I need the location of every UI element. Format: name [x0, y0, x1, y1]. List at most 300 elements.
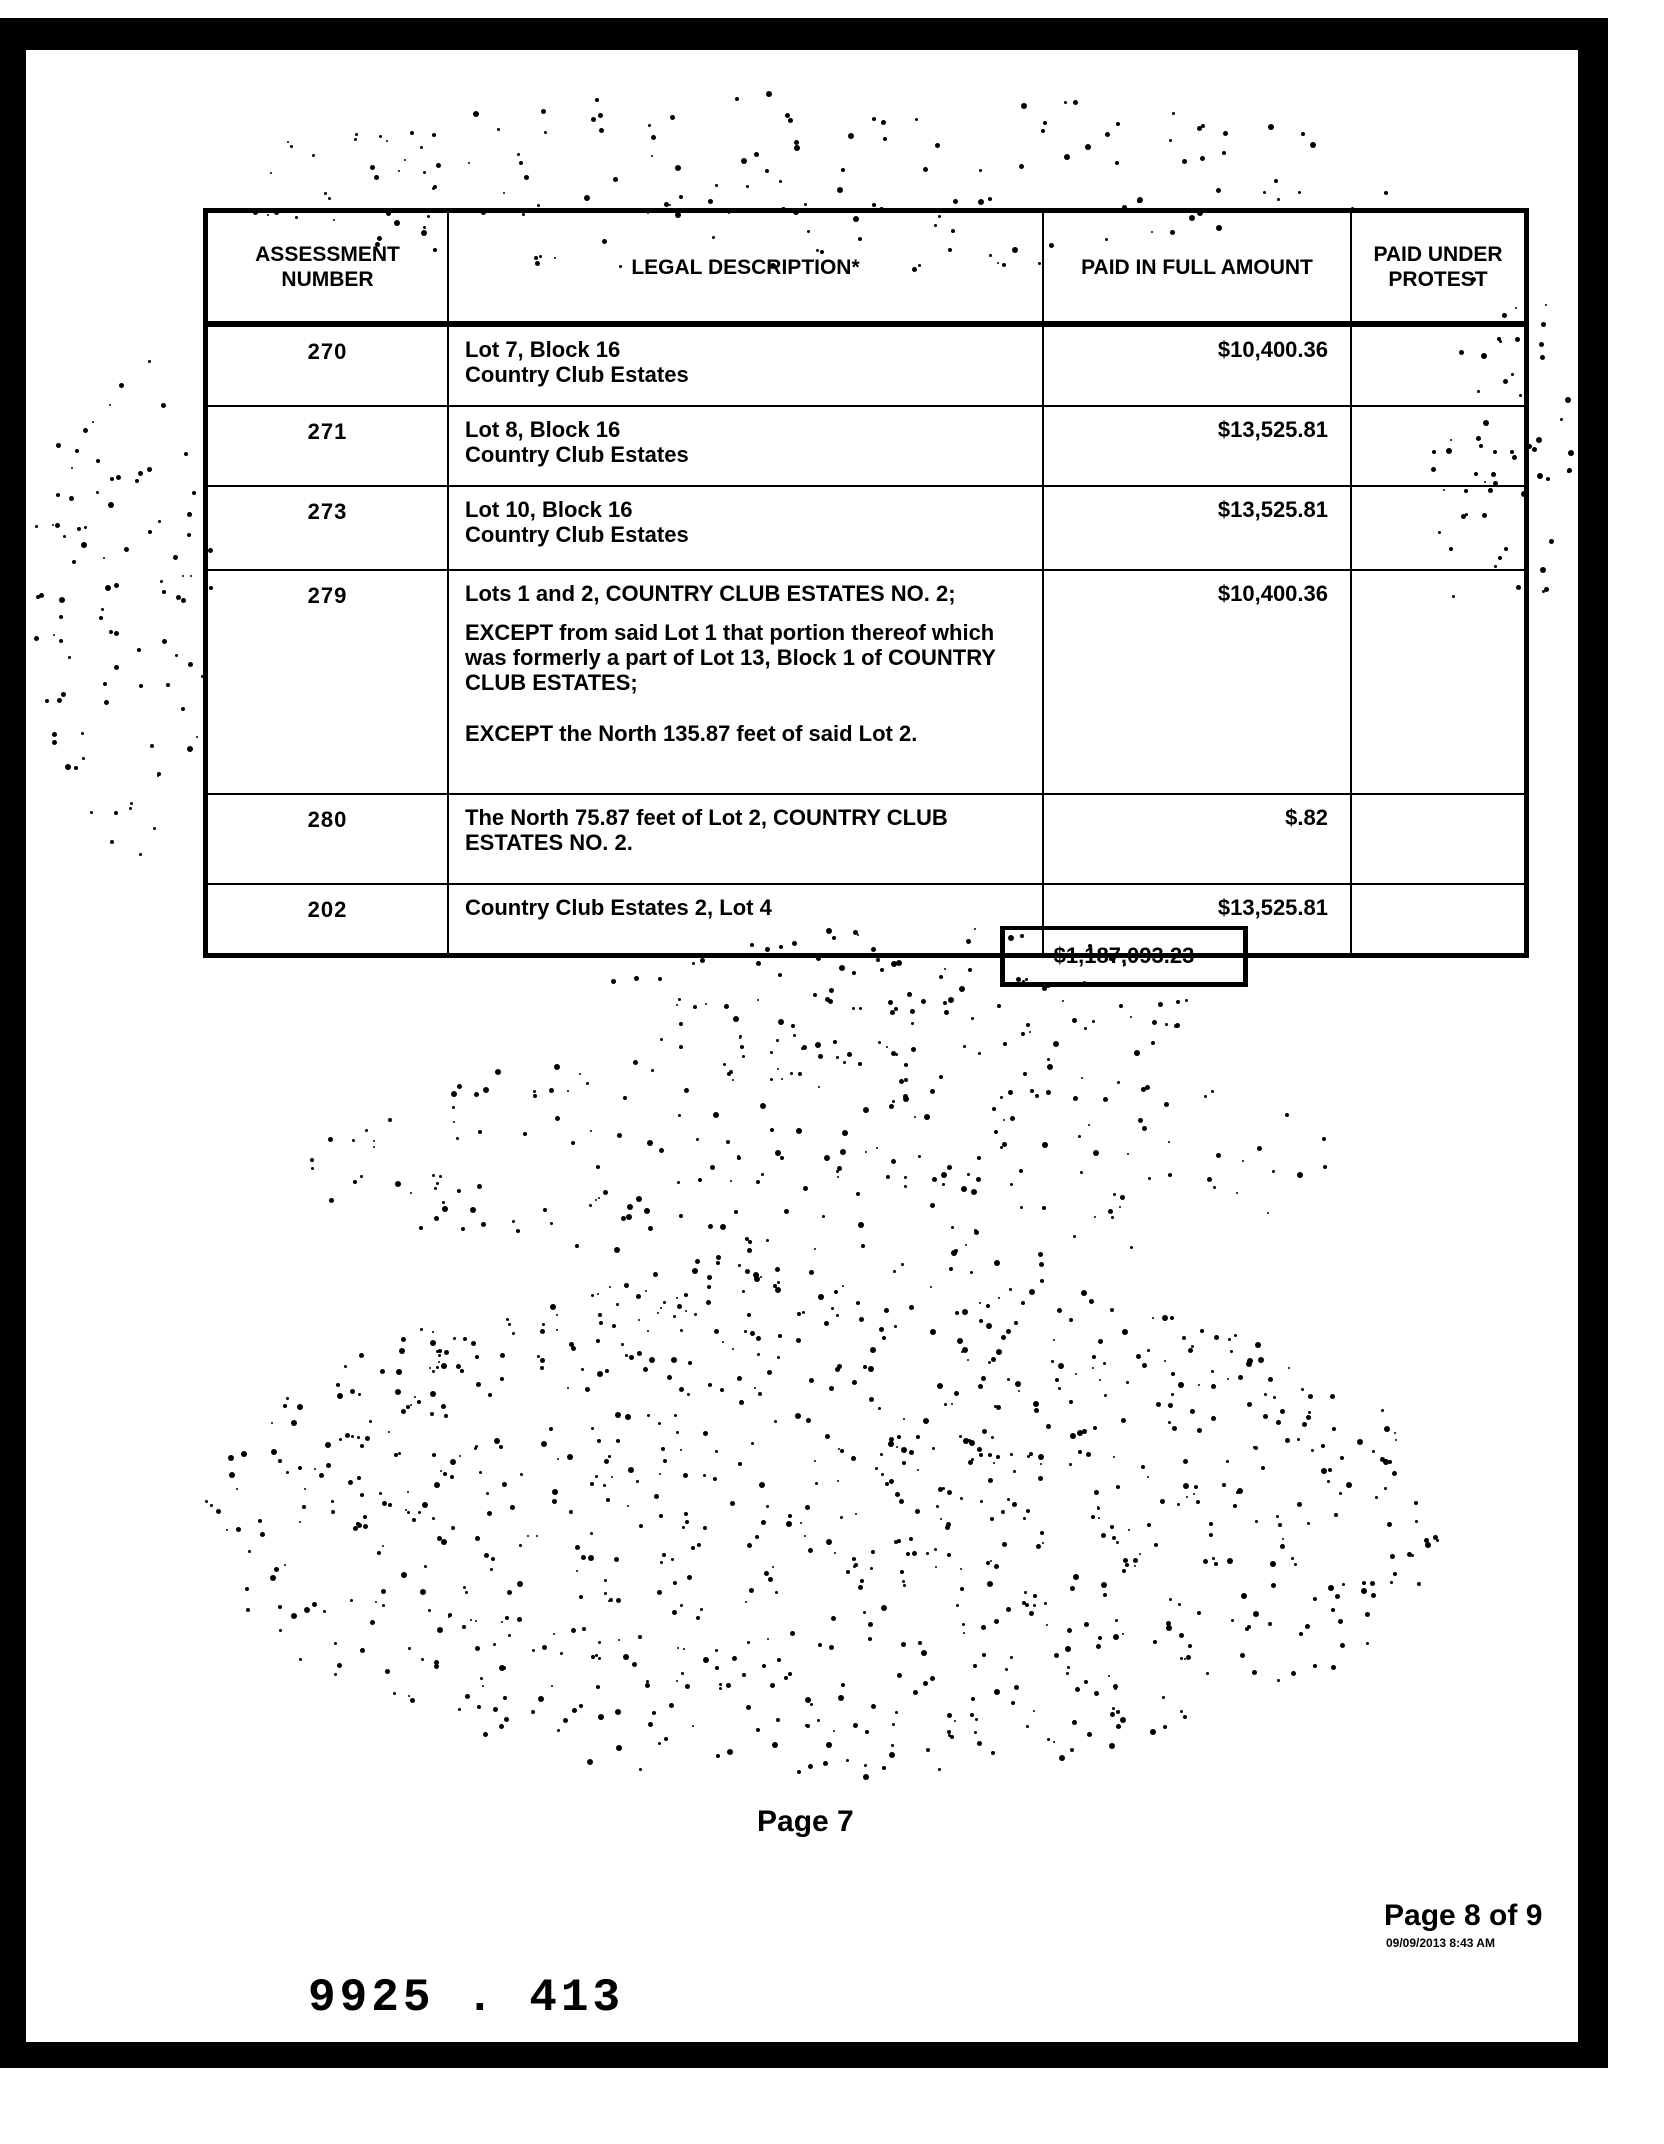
scan-speck — [475, 1646, 480, 1651]
scan-speck — [840, 1149, 846, 1155]
scan-speck — [405, 1509, 407, 1511]
scan-speck — [114, 665, 119, 670]
scan-speck — [228, 1455, 234, 1461]
scan-speck — [645, 1290, 647, 1292]
scan-speck — [754, 1387, 756, 1389]
scan-speck — [1331, 1665, 1336, 1670]
scan-speck — [768, 1577, 773, 1582]
scan-speck — [494, 1438, 500, 1444]
scan-speck — [1122, 1633, 1124, 1635]
scan-speck — [637, 1351, 642, 1356]
scan-speck — [77, 527, 81, 531]
table-row — [206, 884, 1527, 956]
scan-speck — [1169, 139, 1172, 142]
scan-speck — [1280, 1544, 1285, 1549]
table-row — [206, 486, 1527, 570]
scan-speck — [848, 133, 854, 139]
scan-speck — [1186, 1655, 1191, 1660]
scan-speck — [571, 1628, 576, 1633]
scan-speck — [135, 479, 139, 483]
scan-speck — [544, 131, 547, 134]
scan-speck — [470, 1207, 476, 1213]
scan-speck — [1130, 1016, 1132, 1018]
scan-speck — [648, 124, 651, 127]
scan-speck — [1168, 1141, 1170, 1143]
scan-speck — [1180, 1657, 1183, 1660]
scan-speck — [356, 1522, 360, 1526]
scan-speck — [1096, 1644, 1101, 1649]
scan-speck — [370, 1620, 375, 1625]
scan-speck — [1197, 1428, 1202, 1433]
scan-speck — [758, 1392, 762, 1396]
scan-speck — [1236, 1192, 1238, 1194]
scan-speck — [911, 1022, 914, 1025]
scan-speck — [896, 1446, 898, 1448]
scan-speck — [1104, 1394, 1107, 1397]
scan-speck — [942, 1183, 945, 1186]
scan-speck — [1247, 1402, 1252, 1407]
scan-speck — [428, 1609, 431, 1612]
scan-speck — [986, 1323, 992, 1329]
scan-speck — [1395, 1439, 1397, 1441]
scan-speck — [385, 1669, 390, 1674]
scan-speck — [596, 1165, 600, 1169]
scan-speck — [1070, 1748, 1074, 1752]
scan-speck — [457, 1189, 461, 1193]
scan-speck — [458, 1708, 461, 1711]
scan-speck — [1150, 1729, 1156, 1735]
scan-speck — [158, 520, 161, 523]
scan-speck — [299, 1521, 301, 1523]
scan-speck — [586, 1082, 589, 1085]
scan-speck — [614, 1557, 619, 1562]
scan-speck — [888, 1000, 893, 1005]
scan-speck — [92, 421, 94, 423]
scan-speck — [684, 1293, 688, 1297]
scan-speck — [730, 1501, 735, 1506]
scan-speck — [757, 1353, 760, 1356]
scan-speck — [729, 1070, 733, 1074]
scan-speck — [166, 683, 170, 687]
scan-speck — [1000, 1146, 1003, 1149]
scan-speck — [774, 1420, 777, 1423]
paid-under-protest — [1351, 794, 1527, 884]
scan-speck — [311, 1167, 314, 1170]
scan-speck — [567, 1090, 569, 1092]
scan-speck — [1152, 1020, 1157, 1025]
scan-speck — [895, 1711, 898, 1714]
scan-speck — [1058, 1387, 1061, 1390]
scan-speck — [863, 1611, 866, 1614]
scan-speck — [350, 1389, 355, 1394]
scan-speck — [382, 1501, 387, 1506]
scan-speck — [1077, 1430, 1083, 1436]
scan-speck — [890, 1010, 895, 1015]
scan-speck — [869, 1397, 874, 1402]
scan-speck — [930, 1286, 932, 1288]
scan-speck — [870, 1567, 873, 1570]
scan-speck — [363, 1515, 367, 1519]
scan-speck — [808, 1548, 813, 1553]
scan-speck — [826, 1742, 832, 1748]
scan-speck — [1001, 1335, 1006, 1340]
scan-speck — [1245, 1627, 1249, 1631]
scan-speck — [846, 1759, 849, 1762]
scan-speck — [987, 1581, 993, 1587]
scan-speck — [1116, 1724, 1121, 1729]
scan-speck — [1021, 1301, 1025, 1305]
scan-speck — [911, 1047, 916, 1052]
scan-speck — [991, 1751, 995, 1755]
scan-speck — [1176, 1000, 1180, 1004]
scan-speck — [499, 1724, 504, 1729]
scan-speck — [616, 1598, 621, 1603]
scan-speck — [1194, 1485, 1198, 1489]
scan-speck — [723, 1063, 726, 1066]
scan-speck — [452, 1106, 455, 1109]
scan-speck — [591, 1294, 594, 1297]
scan-speck — [278, 1605, 282, 1609]
scan-speck — [1088, 1124, 1090, 1126]
scan-speck — [370, 165, 375, 170]
scan-speck — [901, 1447, 907, 1453]
scan-speck — [658, 1422, 661, 1425]
scan-speck — [1227, 1378, 1229, 1380]
scan-speck — [1057, 1308, 1062, 1313]
scan-speck — [598, 113, 603, 118]
scan-speck — [463, 1586, 466, 1589]
scan-speck — [1169, 1598, 1172, 1601]
scan-speck — [1072, 1720, 1077, 1725]
scan-speck — [951, 1250, 957, 1256]
scan-speck — [1147, 1349, 1150, 1352]
scan-speck — [1392, 1471, 1397, 1476]
scan-speck — [840, 1516, 843, 1519]
scan-speck — [407, 1511, 410, 1514]
scan-speck — [109, 630, 113, 634]
scan-speck — [775, 1150, 781, 1156]
scan-speck — [1171, 1393, 1174, 1396]
scan-speck — [584, 195, 590, 201]
scan-speck — [975, 1718, 978, 1721]
scan-speck — [1019, 1169, 1023, 1173]
scan-speck — [977, 1447, 982, 1452]
scan-speck — [720, 1388, 724, 1392]
scan-speck — [536, 1535, 538, 1537]
scan-speck — [1136, 1354, 1141, 1359]
scan-speck — [184, 452, 188, 456]
paid-amount: $13,525.81 — [1043, 406, 1351, 486]
scan-speck — [192, 491, 196, 495]
scan-speck — [1046, 1090, 1051, 1095]
scan-speck — [663, 1301, 666, 1304]
scan-speck — [374, 175, 379, 180]
scan-speck — [245, 1587, 249, 1591]
scan-speck — [550, 1222, 553, 1225]
scan-speck — [977, 1741, 982, 1746]
scan-speck — [598, 1657, 601, 1660]
scan-speck — [1022, 1601, 1026, 1605]
scan-speck — [291, 1420, 297, 1426]
scan-speck — [742, 1055, 745, 1058]
scan-speck — [1051, 1360, 1054, 1363]
scan-speck — [657, 1590, 662, 1595]
scan-speck — [1010, 1116, 1015, 1121]
scan-speck — [519, 161, 523, 165]
scan-speck — [312, 1602, 317, 1607]
scan-speck — [1006, 1607, 1011, 1612]
scan-speck — [1038, 1252, 1043, 1257]
scan-speck — [1380, 1457, 1385, 1462]
scan-speck — [1141, 1465, 1145, 1469]
paid-amount: $13,525.81 — [1043, 486, 1351, 570]
scan-speck — [1183, 1715, 1187, 1719]
scan-speck — [891, 1159, 896, 1164]
scan-speck — [685, 1684, 690, 1689]
scan-speck — [715, 1649, 718, 1652]
scan-speck — [708, 1383, 712, 1387]
scan-speck — [284, 1564, 286, 1566]
description-line: Lot 7, Block 16 — [465, 337, 621, 362]
page-of-count: Page 8 of 9 — [1384, 1899, 1543, 1932]
description-line: EXCEPT from said Lot 1 that portion thereof which was formerly a part of Lot 13, Block 1 of COUNTRY CLUB ESTATES; — [465, 620, 996, 695]
scan-speck — [1023, 1517, 1026, 1520]
scan-speck — [1047, 1738, 1050, 1741]
scan-speck — [1327, 1480, 1330, 1483]
page-label: Page 7 — [757, 1805, 854, 1838]
scan-speck — [439, 1175, 442, 1178]
scan-speck — [160, 580, 163, 583]
scan-speck — [881, 1605, 887, 1611]
scan-speck — [1033, 1604, 1036, 1607]
scan-speck — [418, 1511, 421, 1514]
scan-speck — [205, 1500, 208, 1503]
scan-speck — [901, 1263, 904, 1266]
scan-speck — [658, 977, 662, 981]
scan-speck — [63, 535, 66, 538]
paid-under-protest — [1351, 570, 1527, 794]
scan-speck — [444, 1350, 449, 1355]
scan-speck — [365, 1436, 370, 1441]
scan-speck — [651, 155, 653, 157]
scan-speck — [1306, 1415, 1311, 1420]
scan-speck — [624, 1283, 629, 1288]
scan-speck — [369, 1420, 372, 1423]
scan-speck — [1117, 1081, 1120, 1084]
scan-speck — [852, 1557, 856, 1561]
scan-speck — [501, 1621, 503, 1623]
table-header-row — [206, 211, 1527, 325]
scan-speck — [740, 1045, 744, 1049]
scan-speck — [1390, 1581, 1393, 1584]
scan-speck — [960, 1568, 962, 1570]
scan-speck — [84, 526, 87, 529]
scan-speck — [506, 1318, 509, 1321]
scan-speck — [714, 1329, 719, 1334]
scan-speck — [357, 1436, 360, 1439]
scan-speck — [903, 1418, 905, 1420]
scan-speck — [868, 1637, 872, 1641]
scan-speck — [935, 143, 940, 148]
scan-speck — [648, 1722, 653, 1727]
scan-speck — [732, 1656, 737, 1661]
scan-speck — [271, 1422, 273, 1424]
scan-speck — [616, 1439, 620, 1443]
scan-speck — [636, 1480, 639, 1483]
scan-speck — [441, 1363, 447, 1369]
scan-speck — [540, 1358, 545, 1363]
scan-speck — [524, 175, 529, 180]
scan-speck — [278, 1459, 282, 1463]
scan-speck — [1384, 1426, 1390, 1432]
scan-speck — [918, 1641, 922, 1645]
scan-speck — [621, 1343, 624, 1346]
scan-speck — [1268, 1622, 1272, 1626]
scan-speck — [422, 1502, 428, 1508]
scan-speck — [410, 1698, 415, 1703]
scan-speck — [1384, 1487, 1387, 1490]
scan-speck — [851, 1456, 856, 1461]
scan-speck — [1089, 1299, 1094, 1304]
assessment-number: 273 — [206, 486, 449, 570]
scan-speck — [1093, 1150, 1099, 1156]
scan-speck — [606, 1498, 610, 1502]
scan-speck — [614, 1247, 620, 1253]
scan-speck — [69, 496, 74, 501]
scan-speck — [703, 1474, 706, 1477]
scan-speck — [856, 1301, 860, 1305]
scan-speck — [886, 1046, 888, 1048]
scan-speck — [671, 1357, 677, 1363]
scan-speck — [627, 1505, 629, 1507]
scan-speck — [279, 1629, 282, 1632]
scan-speck — [682, 1526, 685, 1529]
scan-speck — [761, 1520, 766, 1525]
scan-speck — [502, 1482, 507, 1487]
scan-speck — [138, 471, 143, 476]
scan-speck — [883, 137, 887, 141]
scan-speck — [670, 115, 675, 120]
scan-speck — [483, 1732, 488, 1737]
scan-speck — [687, 1575, 692, 1580]
scan-speck — [683, 1648, 685, 1650]
scan-speck — [56, 443, 61, 448]
scan-speck — [703, 1526, 707, 1530]
header-paid-under-protest: PAID UNDER PROTEST — [1351, 211, 1527, 325]
scan-speck — [997, 1004, 1001, 1008]
scan-speck — [287, 141, 289, 143]
scan-speck — [1196, 1500, 1200, 1504]
scan-speck — [429, 1367, 431, 1369]
scan-speck — [1064, 154, 1070, 160]
scan-speck — [766, 1505, 769, 1508]
scan-speck — [926, 1552, 929, 1555]
scan-speck — [784, 1676, 788, 1680]
scan-speck — [1113, 1684, 1118, 1689]
scan-speck — [705, 1003, 707, 1005]
description-line: Lots 1 and 2, COUNTRY CLUB ESTATES NO. 2; — [465, 581, 956, 606]
scan-speck — [1198, 1384, 1200, 1386]
scan-speck — [858, 1062, 862, 1066]
scan-speck — [1029, 1452, 1033, 1456]
scan-speck — [864, 1764, 867, 1767]
scan-speck — [747, 1248, 752, 1253]
scan-speck — [738, 1264, 741, 1267]
scan-speck — [475, 1536, 480, 1541]
scan-speck — [1346, 1482, 1352, 1488]
scan-speck — [571, 1141, 575, 1145]
scan-speck — [432, 1174, 435, 1177]
scan-speck — [567, 1454, 573, 1460]
scan-speck — [936, 1505, 939, 1508]
scan-speck — [708, 199, 713, 204]
scan-speck — [700, 1608, 703, 1611]
scan-speck — [587, 1759, 593, 1765]
scan-speck — [808, 1764, 813, 1769]
scan-speck — [605, 1369, 609, 1373]
scan-speck — [598, 1714, 604, 1720]
scan-speck — [923, 1418, 929, 1424]
scan-speck — [1240, 1653, 1245, 1658]
scan-speck — [407, 1491, 409, 1493]
scan-speck — [157, 775, 159, 777]
scan-speck — [703, 1657, 709, 1663]
scan-speck — [1415, 1520, 1418, 1523]
scan-speck — [673, 1581, 677, 1585]
scan-speck — [738, 1462, 742, 1466]
scan-speck — [633, 1060, 638, 1065]
scan-speck — [971, 1189, 977, 1195]
scan-speck — [1121, 1418, 1126, 1423]
scan-speck — [55, 523, 60, 528]
scan-speck — [777, 1068, 779, 1070]
scan-speck — [1270, 1561, 1276, 1567]
scan-speck — [1299, 1632, 1303, 1636]
scan-speck — [434, 1482, 440, 1488]
scan-speck — [720, 1224, 726, 1230]
scan-speck — [756, 1180, 760, 1184]
scan-speck — [1040, 1531, 1044, 1535]
scan-speck — [786, 1521, 792, 1527]
scan-speck — [1182, 1336, 1186, 1340]
scan-speck — [749, 1588, 754, 1593]
scan-speck — [382, 1545, 384, 1547]
scan-speck — [1203, 1559, 1208, 1564]
scan-speck — [741, 158, 747, 164]
scan-speck — [175, 654, 178, 657]
scan-speck — [512, 1220, 515, 1223]
scan-speck — [638, 1635, 642, 1639]
scan-speck — [681, 1672, 684, 1675]
scan-speck — [967, 1359, 969, 1361]
scan-speck — [612, 1324, 616, 1328]
scan-speck — [1033, 1710, 1035, 1712]
scan-speck — [1116, 1710, 1120, 1714]
scan-speck — [747, 1641, 750, 1644]
scan-speck — [331, 1510, 335, 1514]
scan-speck — [613, 177, 618, 182]
scan-speck — [36, 595, 40, 599]
scan-speck — [182, 575, 184, 577]
scan-speck — [1014, 1321, 1018, 1325]
scan-speck — [1064, 101, 1067, 104]
scan-speck — [1204, 1095, 1207, 1098]
scan-speck — [732, 1348, 734, 1350]
scan-speck — [241, 1451, 247, 1457]
scan-speck — [1026, 1725, 1029, 1728]
scan-speck — [334, 1642, 337, 1645]
scan-speck — [679, 1214, 683, 1218]
